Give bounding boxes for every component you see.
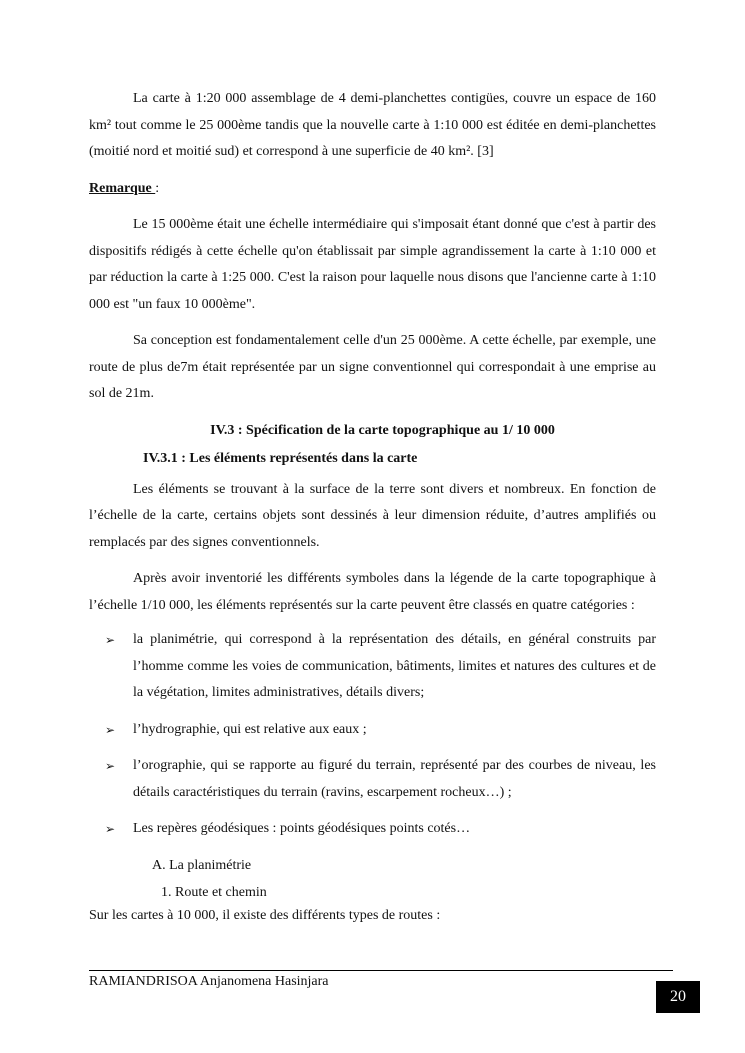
list-item: ➢ l’orographie, qui se rapporte au figuré du terrain, représenté par des courbes de niveau, les détails caractéristiques du terrain (ravins, escarpement rocheux…) ; [89, 753, 656, 806]
category-list [89, 627, 656, 843]
arrow-bullet-icon: ➢ [105, 759, 116, 773]
remark-label: Remarque [89, 180, 156, 196]
page-number: 20 [656, 981, 700, 1013]
paragraph-15000-scale: Le 15 000ème était une échelle intermédiaire qui s'imposait étant donné que c'est à partir des dispositifs rédigés à cette échelle qu'on établissait par simple agrandissement la carte à 1:10 000 et par réduction la carte à 1:25 000. C'est la raison pour laquelle nous disons que l'ancienne carte à 1:10 000 est "un faux 10 000ème". [89, 217, 656, 312]
body-text [89, 86, 656, 927]
paragraph-categories: Après avoir inventorié les différents symboles dans la légende de la carte topographique à l’échelle 1/10 000, les éléments représentés sur la carte peuvent être classés en quatre catégories : [89, 571, 656, 613]
paragraph-conception: Sa conception est fondamentalement celle d'un 25 000ème. A cette échelle, par exemple, une route de plus de7m était représentée par un signe conventionnel qui correspondait à une emprise au sol de 21m. [89, 333, 656, 401]
paragraph-route-types: Sur les cartes à 10 000, il existe des différents types de routes : [89, 908, 441, 923]
arrow-bullet-icon: ➢ [105, 722, 116, 737]
paragraph-elements: Les éléments se trouvant à la surface de la terre sont divers et nombreux. En fonction de l’échelle de la carte, certains objets sont dessinés à leur dimension réduite, d’autres amplifiés ou remplacés par des signes conventionnels. [89, 481, 656, 550]
arrow-bullet-icon: ➢ [105, 822, 116, 836]
paragraph-map-assembly: La carte à 1:20 000 assemblage de 4 demi-planchettes contigües, couvre un espace de 160 km² tout comme le 25 000ème tandis que la nouvelle carte à 1:10 000 est éditée en demi-planchettes (moitié nord et moitié sud) et correspond à une superficie de 40 km². [3] [89, 91, 656, 159]
section-heading-iv3: IV.3 : Spécification de la carte topographique au 1/ 10 000 [210, 422, 555, 438]
footer-divider [89, 970, 673, 971]
remark-heading [89, 176, 656, 203]
list-item: ➢ l’hydrographie, qui est relative aux eaux ; [89, 717, 656, 744]
subheading-planimetrie: A. La planimétrie [152, 857, 252, 873]
arrow-bullet-icon: ➢ [105, 633, 116, 647]
remark-colon: : [155, 180, 160, 196]
list-item: ➢ Les repères géodésiques : points géodésiques points cotés… [89, 816, 656, 843]
list-item: ➢ la planimétrie, qui correspond à la représentation des détails, en général construits par l’homme comme les voies de communication, bâtiments, limites et natures des cultures et de la végétation, limites administratives, détails divers; [89, 627, 656, 707]
subheading-route-chemin: 1. Route et chemin [161, 885, 267, 900]
footer-author: RAMIANDRISOA Anjanomena Hasinjara [89, 974, 329, 989]
section-heading-iv31: IV.3.1 : Les éléments représentés dans la carte [143, 451, 418, 466]
